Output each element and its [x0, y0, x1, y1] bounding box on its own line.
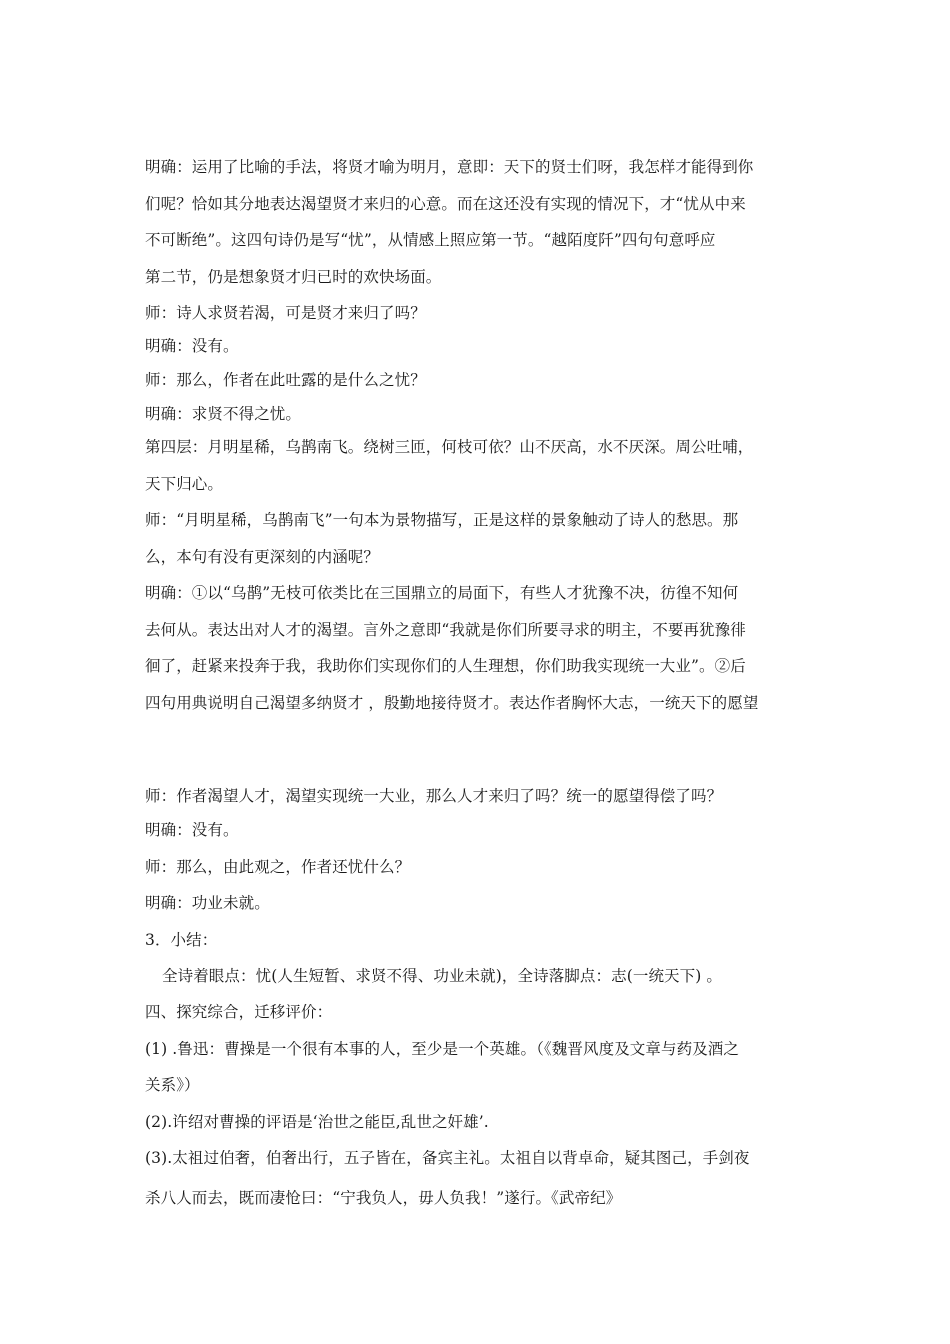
- text-line: 第二节，仍是想象贤才归已时的欢快场面。: [145, 268, 442, 286]
- text-line: 明确：没有。: [145, 337, 239, 355]
- text-line: 们呢？恰如其分地表达渴望贤才来归的心意。而在这还没有实现的情况下，才“忧从中来: [145, 195, 746, 213]
- text-line: 明确：①以“乌鹊”无枝可依类比在三国鼎立的局面下，有些人才犹豫不决，彷徨不知何: [145, 584, 739, 602]
- text-line: 明确：运用了比喻的手法，将贤才喻为明月，意即：天下的贤士们呀，我怎样才能得到你: [145, 158, 754, 176]
- text-line: 关系》）: [145, 1076, 200, 1094]
- text-line: 徊了，赶紧来投奔于我，我助你们实现你们的人生理想，你们助我实现统一大业”。②后: [145, 657, 746, 675]
- text-line: 3．小结：: [145, 931, 218, 949]
- text-line: 明确：没有。: [145, 821, 239, 839]
- text-line: 全诗着眼点：忧(人生短暂、求贤不得、功业未就)，全诗落脚点：志(一统天下) 。: [162, 967, 723, 985]
- text-line: (1) .鲁迅：曹操是一个很有本事的人，至少是一个英雄。（《魏晋风度及文章与药及酒之: [145, 1040, 740, 1058]
- text-line: 么，本句有没有更深刻的内涵呢？: [145, 548, 380, 566]
- text-line: 不可断绝”。这四句诗仍是写“忧”，从情感上照应第一节。“越陌度阡”四句句意呼应: [145, 231, 716, 249]
- text-line: 师：那么，作者在此吐露的是什么之忧？: [145, 371, 426, 389]
- text-line: 杀八人而去，既而凄怆曰：“宁我负人，毋人负我！”遂行。《武帝纪》: [145, 1189, 622, 1207]
- text-line: 天下归心。: [145, 475, 224, 493]
- text-line: 师：那么，由此观之，作者还忧什么？: [145, 858, 411, 876]
- text-line: 师：“月明星稀，乌鹊南飞”一句本为景物描写，正是这样的景象触动了诗人的愁思。那: [145, 511, 739, 529]
- text-line: 明确：功业未就。: [145, 894, 270, 912]
- text-line: 四、探究综合，迁移评价：: [145, 1003, 333, 1021]
- text-line: 第四层：月明星稀，乌鹊南飞。绕树三匝，何枝可依？山不厌高，水不厌深。周公吐哺，: [145, 438, 754, 456]
- text-line: 师：诗人求贤若渴，可是贤才来归了吗？: [145, 304, 426, 322]
- text-line: 师：作者渴望人才，渴望实现统一大业，那么人才来归了吗？统一的愿望得偿了吗？: [145, 787, 723, 805]
- text-line: 明确：求贤不得之忧。: [145, 405, 302, 423]
- text-line: 四句用典说明自己渴望多纳贤才 ，殷勤地接待贤才。表达作者胸怀大志，一统天下的愿望: [145, 694, 759, 712]
- text-line: (3).太祖过伯奢，伯奢出行，五子皆在，备宾主礼。太祖自以背卓命，疑其图己，手剑夜: [145, 1149, 750, 1167]
- text-line: (2).许绍对曹操的评语是‘治世之能臣,乱世之奸雄’.: [145, 1113, 489, 1131]
- text-line: 去何从。表达出对人才的渴望。言外之意即“我就是你们所要寻求的明主，不要再犹豫徘: [145, 621, 746, 639]
